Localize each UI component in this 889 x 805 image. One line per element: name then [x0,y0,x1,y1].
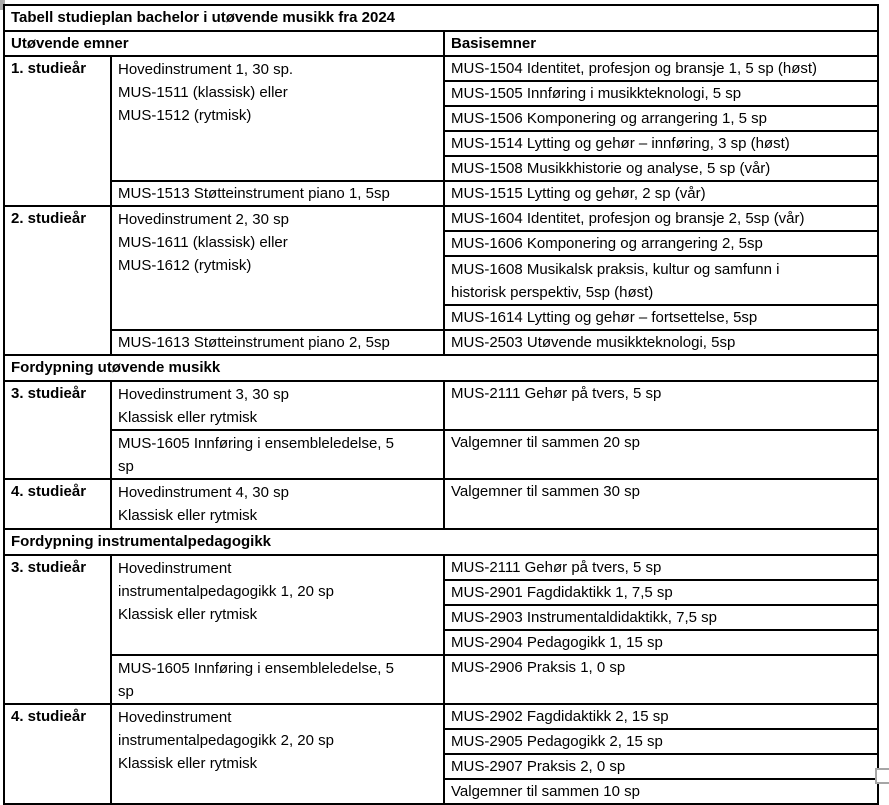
ut3-ensemble-cell [111,430,444,479]
basis-course-cell-mus1515: MUS-1515 Lytting og gehør, 2 sp (vår) [444,181,878,206]
text-line: MUS-1612 (rytmisk) [118,257,252,274]
section-header-utovende: Fordypning utøvende musikk [4,355,878,381]
table-row [4,206,878,231]
text-line: Klassisk eller rytmisk [118,755,258,772]
text-line: MUS-1605 Innføring i ensembleledelse, 5 [118,660,394,677]
basis-course-cell-mus2901: MUS-2901 Fagdidaktikk 1, 7,5 sp [444,580,878,605]
table-row [4,355,878,381]
ut4-hoved-cell [111,479,444,529]
table-row [4,5,878,31]
text-line: historisk perspektiv, 5sp (høst) [451,284,654,301]
basis-course-cell-mus2902: MUS-2902 Fagdidaktikk 2, 15 sp [444,704,878,729]
year2-stotte-cell: MUS-1613 Støtteinstrument piano 2, 5sp [111,330,444,355]
text-line: Hovedinstrument 4, 30 sp [118,484,289,501]
studieplan-table [3,4,879,805]
text-line: Hovedinstrument 3, 30 sp [118,386,289,403]
year1-label-cell: 1. studieår [4,56,111,206]
basis-course-cell-mus2111-ut: MUS-2111 Gehør på tvers, 5 sp [444,381,878,430]
basis-course-cell-mus1506: MUS-1506 Komponering og arrangering 1, 5 sp [444,106,878,131]
table-title: Tabell studieplan bachelor i utøvende musikk fra 2024 [4,5,878,31]
text-line: sp [118,458,134,475]
ip4-label-cell: 4. studieår [4,704,111,804]
year2-hoved-cell [111,206,444,330]
text-line: Klassisk eller rytmisk [118,606,258,623]
table-row [4,181,878,206]
table-row [4,479,878,529]
basis-course-cell-mus1606: MUS-1606 Komponering og arrangering 2, 5sp [444,231,878,256]
table-resize-handle[interactable] [875,768,889,784]
column-header-utovende: Utøvende emner [4,31,444,56]
basis-course-cell-mus2906: MUS-2906 Praksis 1, 0 sp [444,655,878,704]
text-line: MUS-1608 Musikalsk praksis, kultur og samfunn i [451,261,780,278]
ip3-hoved-cell [111,555,444,655]
column-header-basis: Basisemner [444,31,878,56]
table-row [4,655,878,704]
text-line: instrumentalpedagogikk 2, 20 sp [118,732,334,749]
text-line: Hovedinstrument [118,709,232,726]
text-line: Klassisk eller rytmisk [118,507,258,524]
table-row [4,381,878,430]
year1-stotte-cell: MUS-1513 Støtteinstrument piano 1, 5sp [111,181,444,206]
basis-course-cell-mus1504: MUS-1504 Identitet, profesjon og bransje 1, 5 sp (høst) [444,56,878,81]
ip3-label-cell: 3. studieår [4,555,111,704]
table-row [4,56,878,81]
ut3-label-cell: 3. studieår [4,381,111,479]
year2-label-cell: 2. studieår [4,206,111,355]
text-line: MUS-1605 Innføring i ensembleledelse, 5 [118,435,394,452]
text-line: MUS-1511 (klassisk) eller [118,84,288,101]
ut4-label-cell: 4. studieår [4,479,111,529]
text-line: MUS-1611 (klassisk) eller [118,234,288,251]
table-row [4,330,878,355]
table-row [4,31,878,56]
table-row [4,430,878,479]
ip4-hoved-cell [111,704,444,804]
basis-course-cell-mus2111-ip: MUS-2111 Gehør på tvers, 5 sp [444,555,878,580]
basis-course-cell-mus1508: MUS-1508 Musikkhistorie og analyse, 5 sp (vår) [444,156,878,181]
year1-hoved-cell [111,56,444,181]
basis-course-cell-mus2905: MUS-2905 Pedagogikk 2, 15 sp [444,729,878,754]
table-row [4,704,878,729]
valgemner-10sp-cell: Valgemner til sammen 10 sp [444,779,878,804]
table-row [4,529,878,555]
ut3-hoved-cell [111,381,444,430]
text-line: Hovedinstrument 1, 30 sp. [118,61,294,78]
basis-course-cell-mus1514: MUS-1514 Lytting og gehør – innføring, 3 sp (høst) [444,131,878,156]
text-line: Hovedinstrument 2, 30 sp [118,211,289,228]
valgemner-30sp-cell: Valgemner til sammen 30 sp [444,479,878,529]
text-line: MUS-1512 (rytmisk) [118,107,252,124]
text-line: instrumentalpedagogikk 1, 20 sp [118,583,334,600]
section-header-instped: Fordypning instrumentalpedagogikk [4,529,878,555]
basis-course-cell-mus1614: MUS-1614 Lytting og gehør – fortsettelse, 5sp [444,305,878,330]
text-line: sp [118,683,134,700]
basis-course-cell-mus2903: MUS-2903 Instrumentaldidaktikk, 7,5 sp [444,605,878,630]
ip3-ensemble-cell [111,655,444,704]
valgemner-20sp-cell: Valgemner til sammen 20 sp [444,430,878,479]
basis-course-cell-mus1604: MUS-1604 Identitet, profesjon og bransje 2, 5sp (vår) [444,206,878,231]
basis-course-cell-mus2904: MUS-2904 Pedagogikk 1, 15 sp [444,630,878,655]
table-row [4,555,878,580]
text-line: Klassisk eller rytmisk [118,409,258,426]
basis-course-cell-mus2907: MUS-2907 Praksis 2, 0 sp [444,754,878,779]
text-line: Hovedinstrument [118,560,232,577]
basis-course-cell-mus1608 [444,256,878,305]
basis-course-cell-mus1505: MUS-1505 Innføring i musikkteknologi, 5 sp [444,81,878,106]
basis-course-cell-mus2503: MUS-2503 Utøvende musikkteknologi, 5sp [444,330,878,355]
